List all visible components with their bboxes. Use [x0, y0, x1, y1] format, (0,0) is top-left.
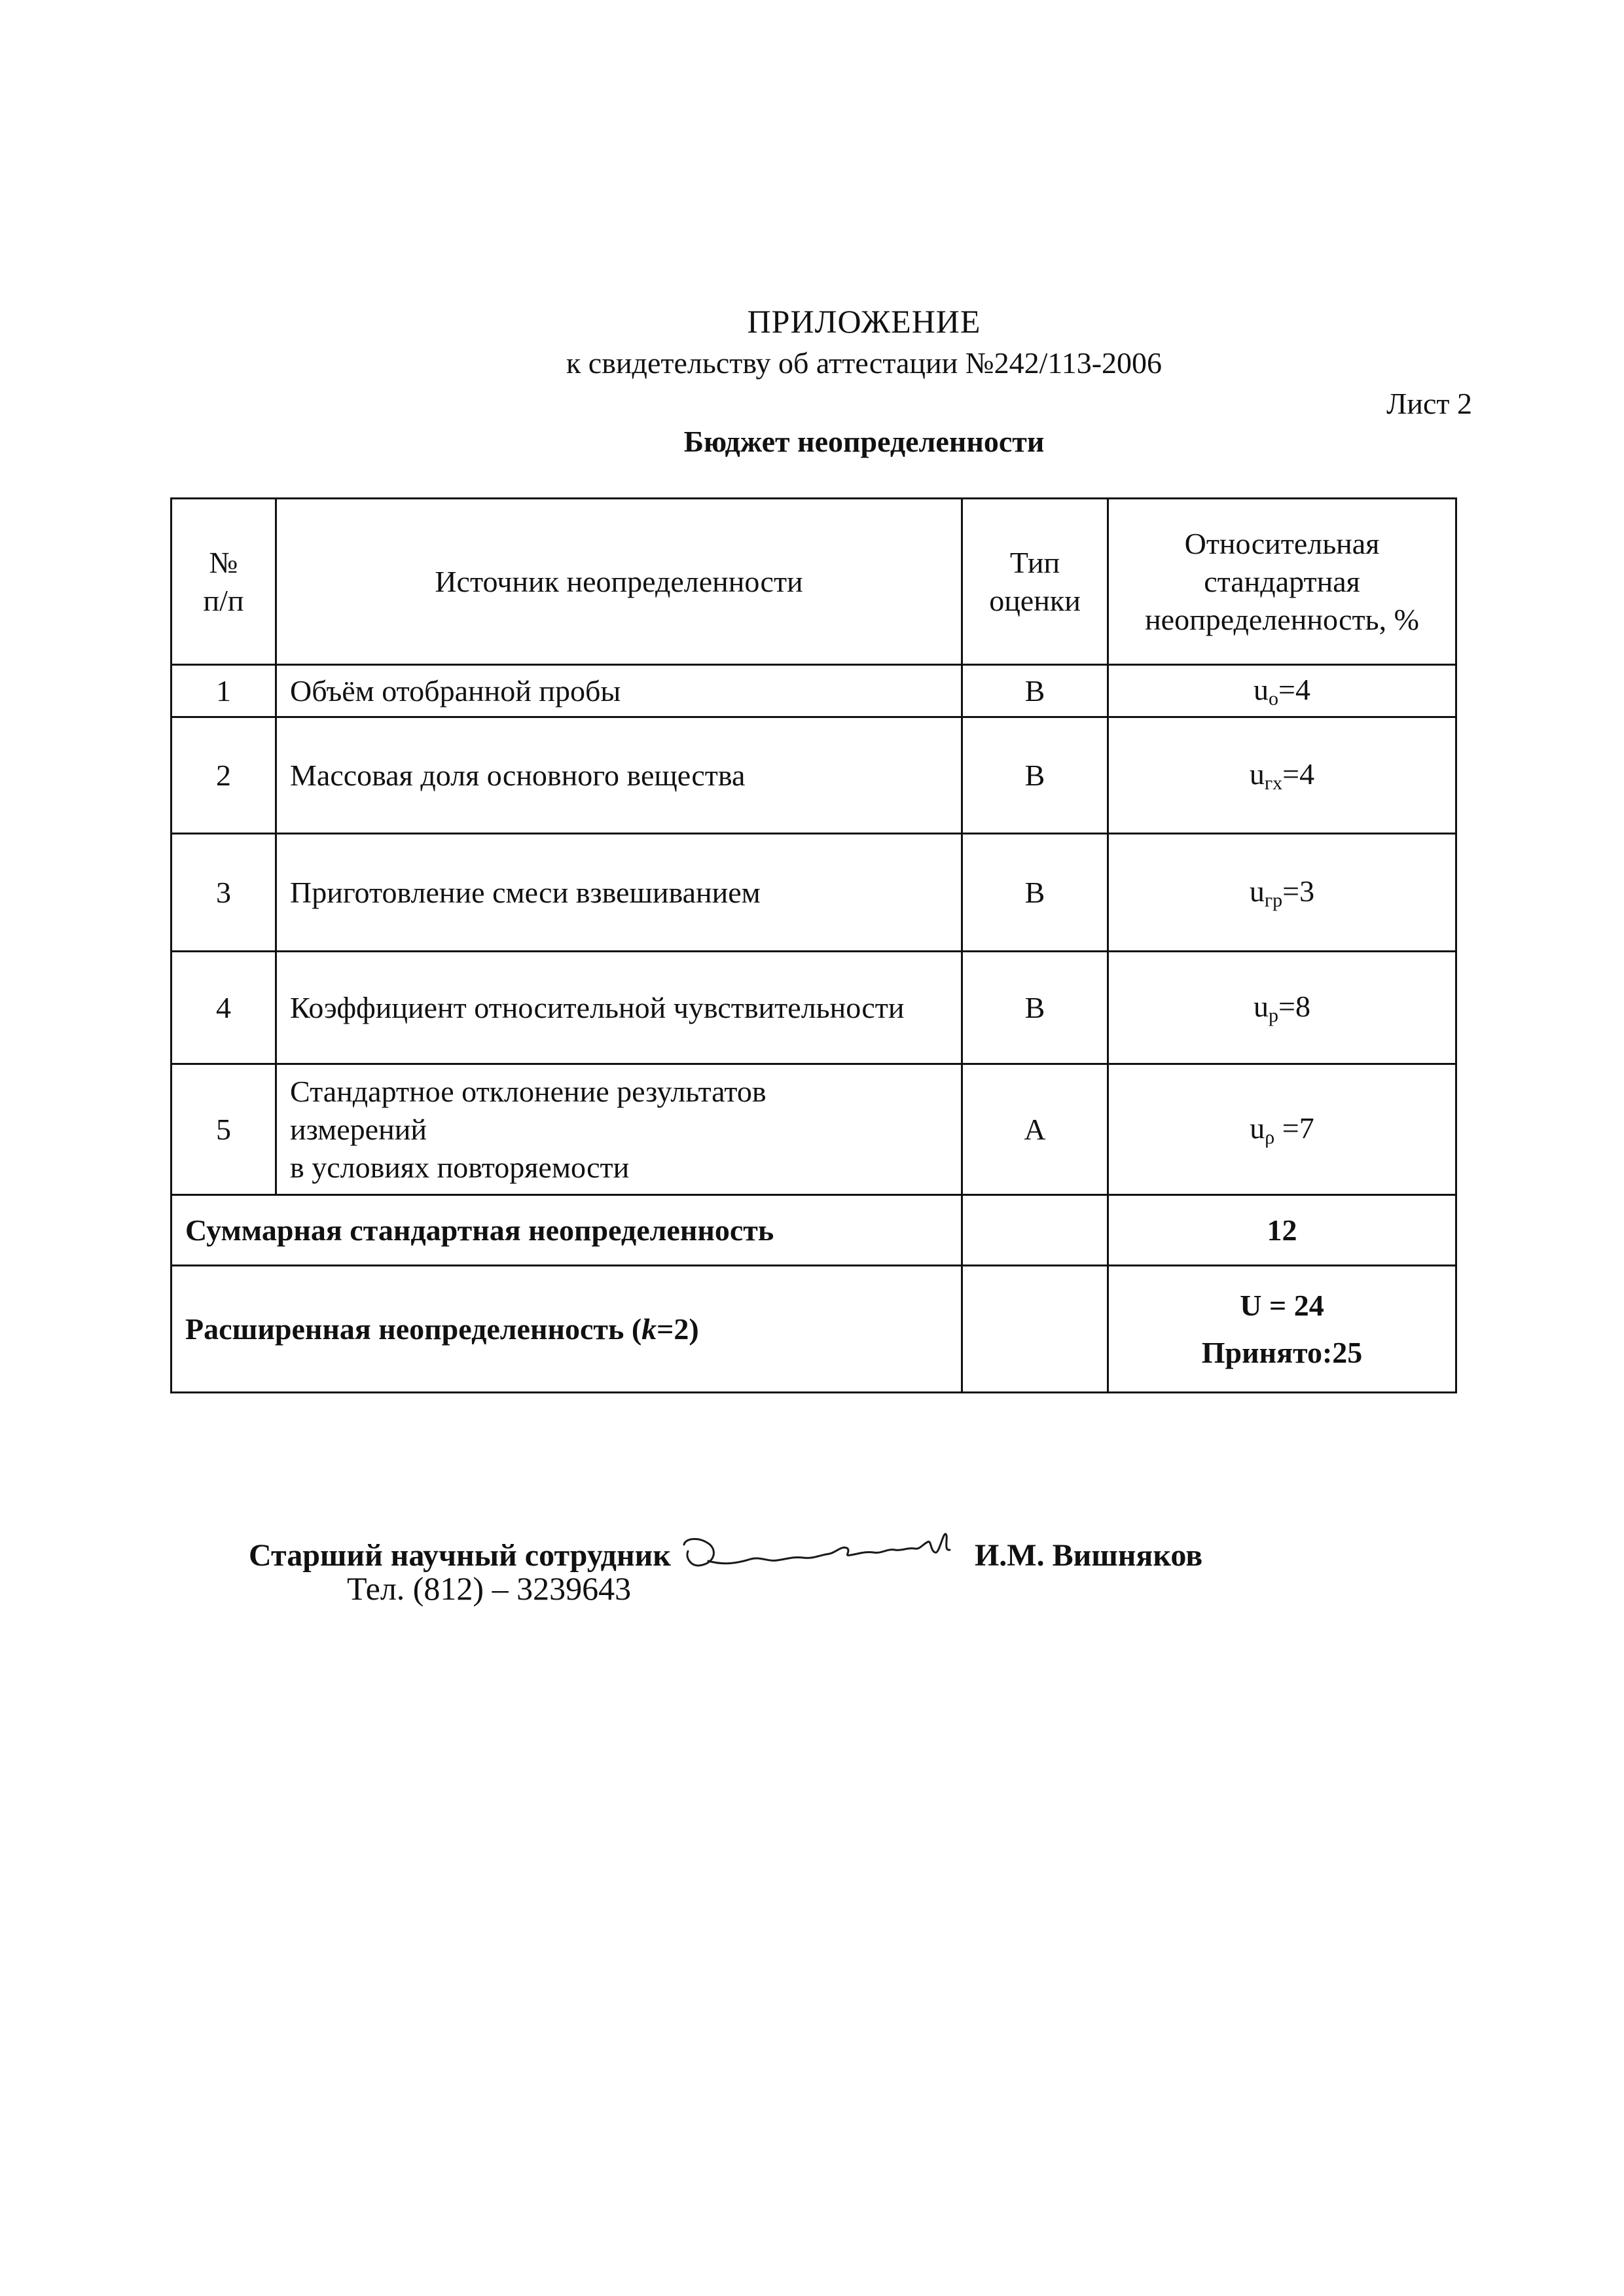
- row-source: Приготовление смеси взвешиванием: [276, 834, 962, 952]
- expanded-value: U = 24 Принято:25: [1108, 1266, 1456, 1393]
- header-num: № п/п: [171, 499, 276, 665]
- row-value: $u_о=4$: [1108, 665, 1456, 717]
- header-source: Источник неопределенности: [276, 499, 962, 665]
- row-value: $u_\rho =7$: [1108, 1064, 1456, 1195]
- row-type: В: [962, 834, 1108, 952]
- document-title: ПРИЛОЖЕНИЕ: [747, 303, 981, 340]
- budget-title: Бюджет неопределенности: [683, 425, 1045, 458]
- header-uncertainty: Относительная стандартная неопределенность, %: [1108, 499, 1456, 665]
- uncertainty-budget-table: [170, 497, 1457, 1393]
- row-num: 2: [171, 717, 276, 834]
- handwritten-signature: [679, 1525, 967, 1592]
- row-type: В: [962, 952, 1108, 1064]
- total-row: [171, 1195, 1456, 1266]
- row-value: $u_{гр}=3$: [1108, 834, 1456, 952]
- row-type: В: [962, 717, 1108, 834]
- row-type: А: [962, 1064, 1108, 1195]
- total-type: [962, 1195, 1108, 1266]
- sheet-number: Лист 2: [1386, 387, 1472, 420]
- signer-position: Старший научный сотрудник: [249, 1538, 671, 1573]
- total-value: 12: [1108, 1195, 1456, 1266]
- row-type: В: [962, 665, 1108, 717]
- signer-phone: Тел. (812) – 3239643: [347, 1570, 632, 1607]
- header-type: Тип оценки: [962, 499, 1108, 665]
- table-row: [171, 665, 1456, 717]
- row-num: 4: [171, 952, 276, 1064]
- row-num: 5: [171, 1064, 276, 1195]
- expanded-row: [171, 1266, 1456, 1393]
- signer-name: И.М. Вишняков: [974, 1538, 1203, 1573]
- table-row: [171, 1064, 1456, 1195]
- row-source: Коэффициент относительной чувствительности: [276, 952, 962, 1064]
- table-row: [171, 834, 1456, 952]
- expanded-label: Расширенная неопределенность (k=2): [171, 1266, 962, 1393]
- row-num: 3: [171, 834, 276, 952]
- row-num: 1: [171, 665, 276, 717]
- expanded-type: [962, 1266, 1108, 1393]
- table-row: [171, 717, 1456, 834]
- document-subtitle: к свидетельству об аттестации №242/113-2006: [566, 346, 1163, 380]
- table-row: [171, 952, 1456, 1064]
- row-source: Массовая доля основного вещества: [276, 717, 962, 834]
- row-value: $u_р=8$: [1108, 952, 1456, 1064]
- row-source: Стандартное отклонение результатов измерений в условиях повторяемости: [276, 1064, 962, 1195]
- table-header-row: [171, 499, 1456, 665]
- row-value: $u_{гх}=4$: [1108, 717, 1456, 834]
- row-source: Объём отобранной пробы: [276, 665, 962, 717]
- total-label: Суммарная стандартная неопределенность: [171, 1195, 962, 1266]
